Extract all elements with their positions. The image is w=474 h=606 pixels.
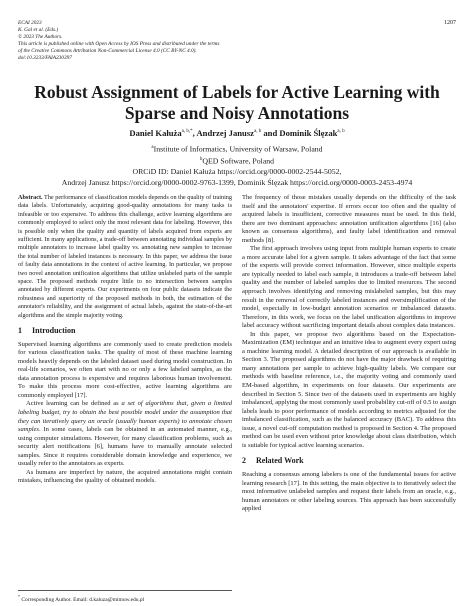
header-line: ECAI 2023 <box>18 20 42 26</box>
page-number: 1207 <box>444 20 456 26</box>
author-and: and <box>261 128 280 138</box>
publication-header <box>18 20 378 62</box>
paragraph: Reaching a consensus among labelers is one of the fundamental issues for active learning research [17]. In this setting, the main objective is to iteratively select the most informative unlabeled samples and request their labels from an oracle, e.g., human annotators or other labeling sources. This approach has been successfully applied <box>242 470 456 513</box>
author-name: Daniel Kałuża <box>129 128 182 138</box>
header-line: K. Gal et al. (Eds.) <box>18 27 59 33</box>
section-number: 1 <box>18 326 22 336</box>
abstract-text: The performance of classification models depends on the quality of training data labels. Unfortunately, acquiring good-quality annotations for many tasks is infeasible or too expensive. To address this challenge, active learning algorithms are commonly employed to select only the most relevant data for labeling. However, this is possible only when the quality and quantity of labels acquired from experts are sufficient. In many applications, a trade-off between annotating individual samples by multiple annotators to increase label quality vs. annotating new samples to increase the total number of labeled instances is necessary. In this paper, we address the issue of faulty data annotations in the context of active learning. In particular, we propose two novel annotation unification algorithms that utilize unlabeled parts of the sample space. The proposed methods require little to no intersection between samples annotated by different experts. Our experiments on four public datasets indicate the robustness and superiority of the proposed methods in both, the estimation of the annotator's reliability, and the assignment of actual labels, against the state-of-the-art algorithms and the simple majority voting. <box>18 194 232 319</box>
right-column <box>242 194 456 514</box>
abstract-label: Abstract. <box>18 194 43 201</box>
title-line: Robust Assignment of Labels for Active Learning with <box>34 82 440 102</box>
author-affiliation-mark: a, b <box>253 129 262 135</box>
header-line: © 2023 The Authors. <box>18 34 63 40</box>
affiliation-a: $^a$Institute of Informatics, University of Warsaw, Poland <box>151 144 323 154</box>
section-title: Introduction <box>32 326 76 336</box>
paragraph: Active learning can be defined as a set of algorithms that, given a limited labeling budget, try to obtain the best possible model under the assumption that they can iteratively query an oracle (usually human experts) to annotate chosen samples. In some cases, labels can be obtained in an automated manner, e.g., using computer simulations. However, for many classification problems, such as security alert notifications [6], humans have to manually annotate selected samples. Since it requires considerable domain knowledge and experience, we usually refer to the annotators as experts. <box>18 400 232 468</box>
orcid-line: Andrzej Janusz https://orcid.org/0000-0002-9763-1399, Dominik Ślęzak https://orcid.org/0000-0003-2453-4974 <box>61 177 413 187</box>
orcid-line: ORCiD ID: Daniel Kałuża https://orcid.org/0000-0002-2544-5052, <box>132 167 342 177</box>
header-line: of the Creative Commons Attribution Non-Commercial License 4.0 (CC BY-NC 4.0). <box>18 48 197 54</box>
section-heading-related-work <box>242 457 456 466</box>
author-name: Andrzej Janusz <box>196 128 254 138</box>
affiliation-b: $^b$QED Software, Poland <box>199 156 275 166</box>
definition-italic: a set of algorithms that, given a limited labeling budget, try to obtain the best possible model under the assumption that they can iteratively query an oracle (usually human experts) to annotate chosen samples <box>18 400 232 434</box>
paragraph: In this paper, we propose two algorithms based on the Expectation-Maximization (EM) technique and an intuitive idea to augment every expert using a machine learning model. A detailed description of our approach is available in Section 3. The proposed algorithms do not have the major drawback of requiring many annotations per sample to achieve high-quality labels. We compare our methods with baseline reference, i.e., the majority voting and commonly used EM-based algorithm, in experiments on four datasets. Our experiments are described in Section 5. Since two of the datasets used in experiments are highly imbalanced, applying the most commonly used probability cut-off of 0.5 to assign labels leads to poor performance of models according to metrics adjusted for the imbalanced classification, such as the balanced accuracy (BAC). To address this issue, a novel cut-off computation method is proposed in Section 4. The proposed method can be used even without prior knowledge about class distribution, which is suitable for typical active learning scenarios. <box>242 330 456 449</box>
section-heading-introduction <box>18 327 232 336</box>
header-line: doi:10.3233/FAIA230397 <box>18 55 72 61</box>
paragraph: As humans are imperfect by nature, the acquired annotations might contain mistakes, influencing the quality of obtained models. <box>18 468 232 485</box>
author-list <box>18 128 456 138</box>
affiliations <box>14 143 460 189</box>
footnote <box>18 590 232 603</box>
section-number: 2 <box>242 456 246 466</box>
author-affiliation-mark: a, b,* <box>181 129 193 135</box>
paper-title <box>18 82 456 124</box>
footnote-text: Corresponding Author. Email: d.kaluza@mimuw.edu.pl <box>21 596 145 603</box>
footnote-mark: * <box>18 594 20 599</box>
author-separator: , <box>192 128 197 138</box>
section-title: Related Work <box>256 456 304 466</box>
paragraph: The first approach involves using input from multiple human experts to create a more accurate label for a given sample. It takes advantage of the fact that some of the experts will provide correct information. However, since multiple experts are typically needed to label each sample, it introduces a trade-off between label quality and the number of labeled samples due to limited resources. The second approach involves identifying and removing mislabeled samples, but this may result in the removal of correctly labeled instances and oversimplification of the model, especially in low-budget annotation scenarios or imbalanced datasets. Therefore, in this work, we focus on the label unification algorithms to improve label accuracy without sacrificing important details about complex data instances. <box>242 245 456 330</box>
left-column <box>18 194 232 486</box>
abstract <box>18 194 232 320</box>
paragraph: The frequency of those mistakes usually depends on the difficulty of the task itself and the annotators' expertise. If errors occur too often and the quality of acquired labels is insufficient, corrective measures must be used. In this field, there are two dominant approaches: annotation unification algorithms [16] (also known as consensus algorithms), and faulty label identification and removal methods [8]. <box>242 194 456 244</box>
title-line: Sparse and Noisy Annotations <box>124 103 350 123</box>
author-name: Dominik Ślęzak <box>279 128 338 138</box>
header-line: This article is published online with Open Access by IOS Press and distributed under the terms <box>18 41 220 47</box>
author-affiliation-mark: a, b <box>337 129 345 135</box>
paragraph: Supervised learning algorithms are commonly used to create prediction models for various classification tasks. The quality of most of these machine learning models heavily depends on the labeled dataset used during model construction. In real-life scenarios, we often start with no or only a few labeled samples, as the data annotation process is expensive and requires laborious human involvement. To make this process more cost-effective, active learning algorithms are commonly employed [17]. <box>18 340 232 399</box>
